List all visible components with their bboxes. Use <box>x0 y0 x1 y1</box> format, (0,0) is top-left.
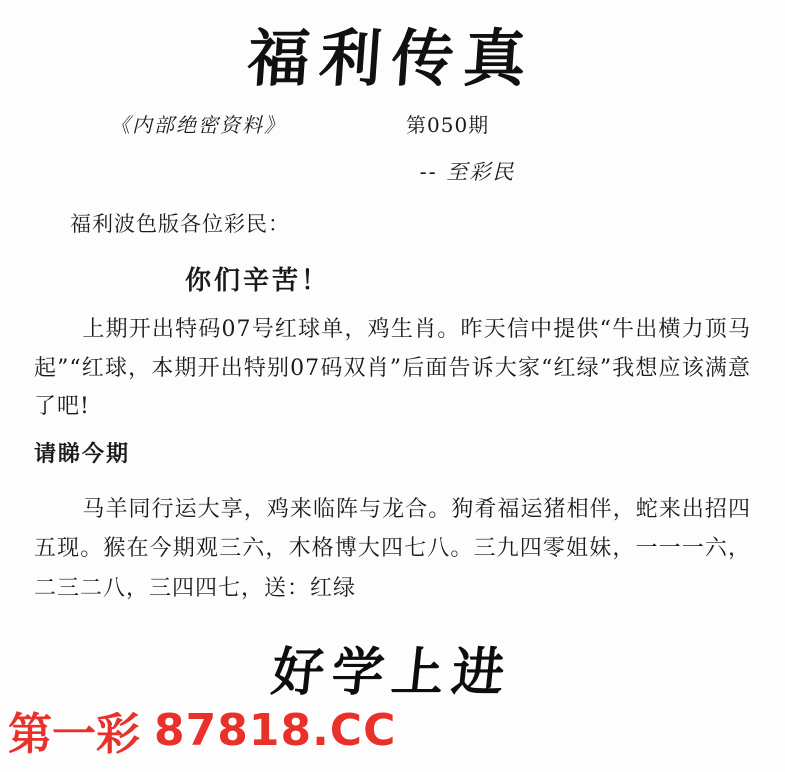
body-paragraph-1 <box>34 311 751 427</box>
document-title: 福利传真 <box>245 22 539 95</box>
issue-number: 第050期 <box>406 113 490 138</box>
watermark-site: 87818.CC <box>154 704 397 756</box>
subtitle-row <box>0 91 785 138</box>
please-line: 请睇今期 <box>34 440 131 467</box>
watermark-brand: 第一彩 <box>8 709 140 760</box>
body-paragraph-2 <box>34 490 751 609</box>
salute-line: 你们辛苦！ <box>185 266 331 297</box>
paragraph-1-text: 上期开出特码07号红球单，鸡生肖。昨天信中提供“牛出横力顶马起”“红球，本期开出特别07码双肖”后面告诉大家“红绿”我想应该满意了吧! <box>34 317 751 420</box>
footer-slogan: 好学上进 <box>268 642 516 704</box>
to-sender-line: -- 至彩民 <box>419 160 516 185</box>
watermark <box>8 698 396 762</box>
secret-label: 《内部绝密资料》 <box>110 113 286 138</box>
paragraph-2-text: 马羊同行运大享，鸡来临阵与龙合。狗肴福运猪相伴，蛇来出招四五现。猴在今期观三六，木格博大四七八。三九四零姐妹，一一一六，二三二八，三四四七，送：红绿 <box>34 496 751 601</box>
greeting-line: 福利波色版各位彩民： <box>70 212 290 237</box>
